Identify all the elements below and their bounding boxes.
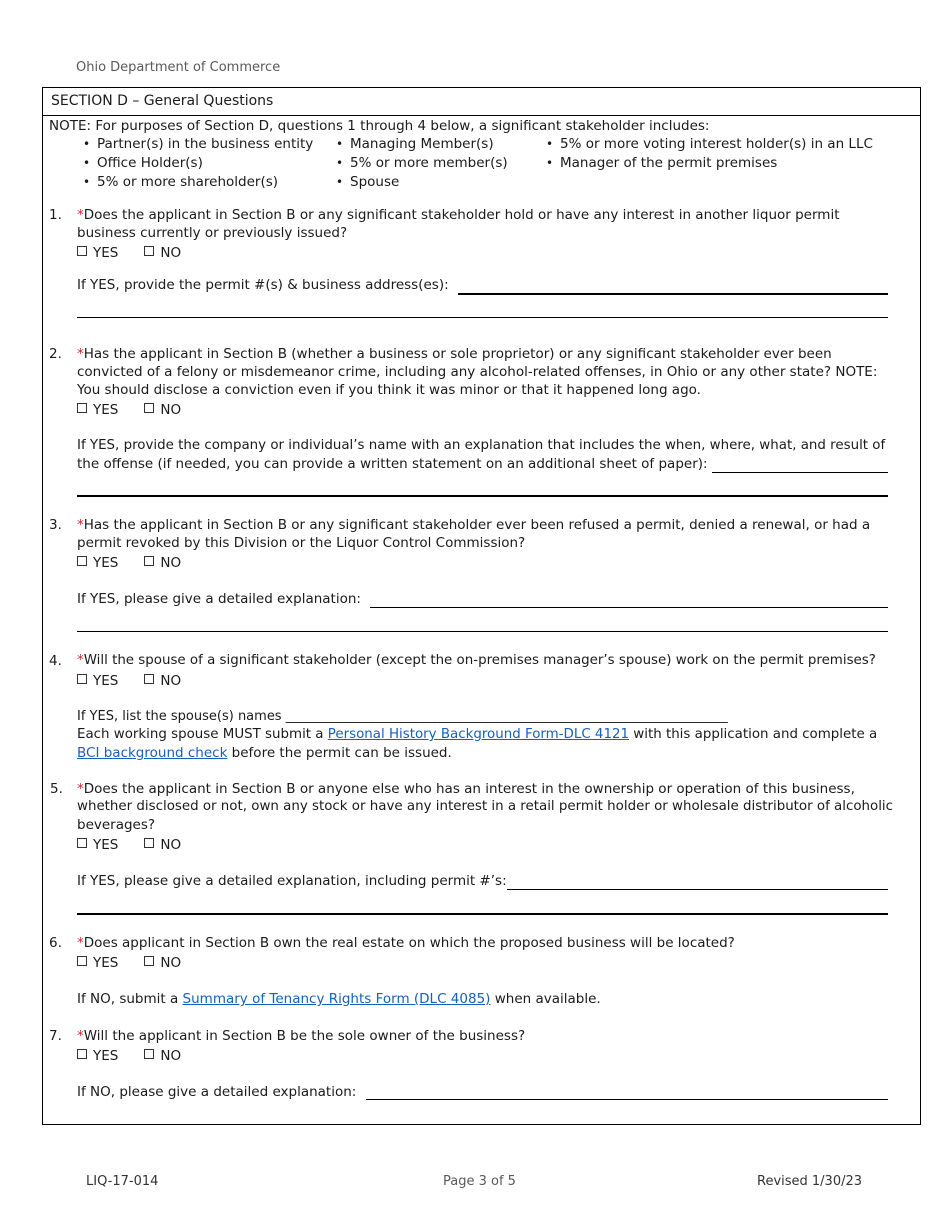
q7-answer-line[interactable] bbox=[366, 1099, 888, 1100]
no-checkbox[interactable]: NO bbox=[144, 244, 181, 262]
question-3-text-2: permit revoked by this Division or the Liquor Control Commission? bbox=[77, 535, 526, 551]
q2-answer-line[interactable] bbox=[712, 472, 888, 473]
form-id: LIQ-17-014 bbox=[86, 1174, 159, 1189]
question-3-followup: If YES, please give a detailed explanation: bbox=[77, 591, 361, 607]
question-4-number: 4. bbox=[49, 653, 62, 669]
question-2-followup: If YES, provide the company or individual’s name with an explanation that includes the when, where, what, and result of bbox=[77, 438, 886, 453]
yes-checkbox[interactable]: YES bbox=[77, 1047, 118, 1065]
stakeholder-item: • Office Holder(s) bbox=[83, 154, 203, 172]
question-4-spouse-note: Each working spouse MUST submit a Personal History Background Form-DLC 4121 with this application and complete a bbox=[77, 727, 878, 742]
question-6-followup: If NO, submit a Summary of Tenancy Rights Form (DLC 4085) when available. bbox=[77, 991, 601, 1007]
q1-answer-line-2[interactable] bbox=[77, 317, 888, 318]
yes-checkbox[interactable]: YES bbox=[77, 836, 118, 854]
stakeholder-item: • Partner(s) in the business entity bbox=[83, 135, 313, 153]
no-checkbox[interactable]: NO bbox=[144, 836, 181, 854]
q2-answer-line-2[interactable] bbox=[77, 495, 888, 497]
question-2-text-3: You should disclose a conviction even if you think it was minor or that it happened long ago. bbox=[77, 382, 701, 398]
personal-history-form-link[interactable]: Personal History Background Form-DLC 4121 bbox=[327, 727, 630, 742]
question-5-text-3: beverages? bbox=[77, 817, 156, 833]
no-checkbox[interactable]: NO bbox=[144, 954, 181, 972]
question-2-options bbox=[77, 401, 207, 419]
yes-checkbox[interactable]: YES bbox=[77, 672, 118, 690]
question-2-number: 2. bbox=[49, 346, 62, 362]
section-title: SECTION D – General Questions bbox=[51, 93, 274, 109]
question-6-text: *Does applicant in Section B own the real estate on which the proposed business will be located? bbox=[77, 935, 735, 951]
stakeholder-item: • 5% or more member(s) bbox=[336, 154, 508, 172]
question-1-text: *Does the applicant in Section B or any significant stakeholder hold or have any interest in another liquor permit bbox=[77, 207, 840, 223]
q1-answer-line[interactable] bbox=[458, 293, 888, 295]
stakeholder-item: • 5% or more voting interest holder(s) in an LLC bbox=[546, 135, 873, 153]
no-checkbox[interactable]: NO bbox=[144, 554, 181, 572]
question-3-number: 3. bbox=[49, 517, 62, 533]
q5-answer-line-2[interactable] bbox=[77, 913, 888, 915]
question-3-text: *Has the applicant in Section B or any significant stakeholder ever been refused a permit, denied a renewal, or had a bbox=[77, 517, 871, 533]
stakeholder-item: • Manager of the permit premises bbox=[546, 154, 777, 172]
question-5-text: *Does the applicant in Section B or anyone else who has an interest in the ownership or operation of this business, bbox=[77, 781, 855, 797]
question-5-number: 5. bbox=[50, 781, 63, 797]
question-4-text: *Will the spouse of a significant stakeholder (except the on-premises manager’s spouse) work on the permit premises? bbox=[77, 653, 876, 668]
no-checkbox[interactable]: NO bbox=[144, 401, 181, 419]
question-7-options bbox=[77, 1047, 207, 1065]
q5-answer-line[interactable] bbox=[507, 889, 888, 890]
no-checkbox[interactable]: NO bbox=[144, 1047, 181, 1065]
question-4-options bbox=[77, 672, 207, 690]
page-number: Page 3 of 5 bbox=[443, 1174, 516, 1189]
question-3-options bbox=[77, 554, 207, 572]
question-2-text-2: convicted of a felony or misdemeanor crime, including any alcohol-related offenses, in Ohio or any other state? NOTE: bbox=[77, 364, 878, 380]
stakeholder-item: • 5% or more shareholder(s) bbox=[83, 173, 278, 191]
question-7-number: 7. bbox=[49, 1028, 62, 1044]
question-5-followup: If YES, please give a detailed explanation, including permit #’s: bbox=[77, 873, 507, 889]
question-6-number: 6. bbox=[49, 935, 62, 951]
question-5-options bbox=[77, 836, 207, 854]
no-checkbox[interactable]: NO bbox=[144, 672, 181, 690]
question-1-options bbox=[77, 244, 207, 262]
bci-background-check-link[interactable]: BCI background check bbox=[77, 745, 228, 761]
question-6-options bbox=[77, 954, 207, 972]
revised-date: Revised 1/30/23 bbox=[757, 1174, 863, 1189]
question-4-followup: If YES, list the spouse(s) names ____________________________________________________________________ bbox=[77, 709, 728, 724]
yes-checkbox[interactable]: YES bbox=[77, 401, 118, 419]
stakeholder-item: • Managing Member(s) bbox=[336, 135, 494, 153]
stakeholder-note: NOTE: For purposes of Section D, questions 1 through 4 below, a significant stakeholder includes: bbox=[49, 118, 710, 134]
q3-answer-line[interactable] bbox=[370, 607, 888, 608]
yes-checkbox[interactable]: YES bbox=[77, 244, 118, 262]
question-7-text: *Will the applicant in Section B be the sole owner of the business? bbox=[77, 1028, 526, 1044]
question-7-followup: If NO, please give a detailed explanation: bbox=[77, 1084, 357, 1100]
yes-checkbox[interactable]: YES bbox=[77, 954, 118, 972]
tenancy-rights-form-link[interactable]: Summary of Tenancy Rights Form (DLC 4085) bbox=[182, 991, 491, 1007]
question-2-text: *Has the applicant in Section B (whether a business or sole proprietor) or any significant stakeholder ever been bbox=[77, 346, 832, 362]
stakeholder-item: • Spouse bbox=[336, 173, 399, 191]
question-4-spouse-note-2: BCI background check before the permit can be issued. bbox=[77, 745, 452, 761]
q3-answer-line-2[interactable] bbox=[77, 631, 888, 632]
question-2-followup-2: the offense (if needed, you can provide a written statement on an additional sheet of paper): bbox=[77, 456, 708, 472]
question-1-followup: If YES, provide the permit #(s) & business address(es): bbox=[77, 277, 449, 293]
question-1-text-2: business currently or previously issued? bbox=[77, 225, 348, 241]
yes-checkbox[interactable]: YES bbox=[77, 554, 118, 572]
agency-header: Ohio Department of Commerce bbox=[76, 60, 281, 75]
title-divider bbox=[43, 115, 920, 116]
question-1-number: 1. bbox=[49, 207, 62, 223]
question-5-text-2: whether disclosed or not, own any stock or have any interest in a retail permit holder or wholesale distributor of alcoholic bbox=[77, 799, 894, 814]
q7-answer-line-2[interactable] bbox=[77, 1124, 888, 1125]
